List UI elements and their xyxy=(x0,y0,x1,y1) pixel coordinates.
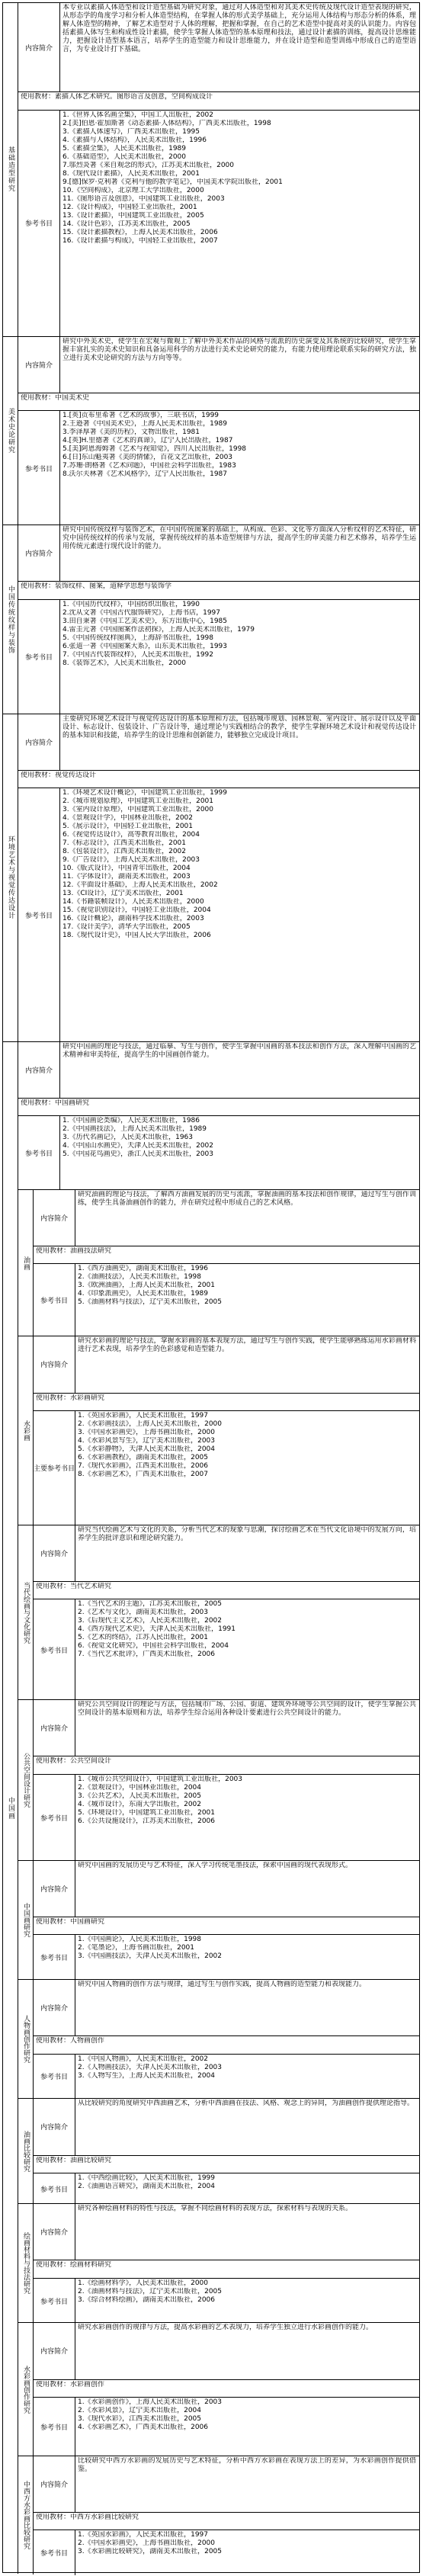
reference-item: 3.李泽厚著《美的历程》，文物出版社，1981 xyxy=(62,428,200,437)
reference-item: 1.《世界人体名画全集》，中国工人出版社，2002 xyxy=(62,111,213,119)
row-intro xyxy=(34,1190,419,1246)
reference-item: 6.[日]东山魁夷著《美的情愫》，百花文艺出版社，2003 xyxy=(62,454,233,462)
row-textbook xyxy=(18,393,419,410)
course-body xyxy=(18,525,419,714)
row-ref xyxy=(18,1115,419,1189)
reference-item: 10.《空间构成》，北京理工大学出版社，2000 xyxy=(62,186,204,194)
row-label: 内容简介 xyxy=(18,525,60,581)
course-body xyxy=(34,1861,419,1979)
reference-item: 5.[美]阿恩海姆著《艺术与视知觉》，四川人民出版社，1998 xyxy=(62,445,247,454)
row-main_ref xyxy=(34,1410,419,1525)
reference-item: 1.《中国历代纹样》，中国纺织出版社，1990 xyxy=(62,600,200,608)
course-block xyxy=(18,2456,419,2574)
intro-text: 研究中国画的发展历史与艺术特征，深入学习传统笔墨技法，探索中国画的现代表现形式。 xyxy=(78,1862,353,1870)
reference-item: 1.《英国水彩画》，人民美术出版社，1997 xyxy=(78,1411,208,1420)
row-textbook xyxy=(18,581,419,598)
course-block xyxy=(18,1336,419,1525)
row-ref xyxy=(34,2397,419,2456)
reference-item: 3.《中国水彩画史》，上海书画出版社，2000 xyxy=(78,1428,215,1436)
reference-item: 5.《水彩静物》，天津人民美术出版社，2004 xyxy=(78,1445,215,1453)
intro-text: 本专业以素描人体造型和设计造型基础为研究对象，通过对人体造型和对其美术史传统及现代设计造型表现的研究，从形态学的角度学习和分析人体造型结构，在掌握人体的形式美学基础上，充分运用人体结构与形态分析的体系，理解人体造型的精神，了解艺术造型对于人体的理解，把握和掌握，在自己的艺术造型中提高对美的认识能力。内容包括素描人体写生和构成性设计素描，使学生掌握人体造型的基本原理和技法，通过设计素描的训练，提高设计思维能力，把握设计造型基本语言，培养学生的造型能力和设计思维能力，并在设计造型和造型训练中形成自己的造型语言，为专业设计打下基础。 xyxy=(62,4,416,53)
row-label: 参考书目 xyxy=(18,111,60,336)
textbook-text: 使用教材：中国画研究 xyxy=(36,1918,105,1926)
row-textbook xyxy=(18,91,419,109)
row-ref xyxy=(18,788,419,1042)
reference-item: 8.《现代设计素描》，人民美术出版社，2001 xyxy=(62,169,200,178)
reference-item: 7.《标志设计》，江西美术出版社，2001 xyxy=(62,839,186,848)
row-ref xyxy=(34,1934,419,1980)
direction-block xyxy=(3,3,419,336)
reference-item: 16.《设计素描与构成》，中国轻工业出版社，2007 xyxy=(62,236,218,245)
row-intro xyxy=(34,2099,419,2154)
textbook-text: 使用教材：中国画研究 xyxy=(21,1099,90,1108)
reference-item: 1.《中国画论类编》，人民美术出版社，1986 xyxy=(62,1117,200,1125)
reference-item: 7.苏珊·朗格著《艺术问题》，中国社会科学出版社，1983 xyxy=(62,462,236,470)
reference-list xyxy=(62,111,416,336)
reference-item: 3.《后现代主义艺术》，人民美术出版社，2002 xyxy=(78,1617,222,1625)
reference-item: 7.邬烈炎著《来自观念的形式》，江苏美术出版社，2000 xyxy=(62,161,234,169)
reference-item: 6.《水彩画教程》，湖南美术出版社，2005 xyxy=(78,1453,208,1461)
reference-item: 4.《城市设计》，东南大学出版社，2002 xyxy=(78,1800,201,1808)
reference-item: 2.《水彩画技法》，上海人民美术出版社，2000 xyxy=(78,1420,222,1428)
row-textbook xyxy=(18,770,419,788)
direction-block xyxy=(3,336,419,525)
direction-body xyxy=(18,1042,419,2574)
reference-item: 3.《水彩画比较研究》，湖南美术出版社，2005 xyxy=(78,2548,222,2556)
reference-item: 5.《艺术的终结》，江苏人民出版社，2001 xyxy=(78,1634,208,1642)
reference-item: 2.《城市规划原理》，中国建筑工业出版社，2001 xyxy=(62,797,213,806)
reference-item: 8.沃尔夫林著《艺术风格学》，辽宁人民出版社，1987 xyxy=(62,470,227,479)
course-body xyxy=(18,3,419,336)
course-name: 油画 xyxy=(18,1190,34,1336)
course-name: 水彩画 xyxy=(18,1336,34,1525)
course-block xyxy=(18,1699,419,1860)
course-block xyxy=(18,1042,419,1189)
intro-text: 从比较研究的角度研究中西油画艺术，分析中西油画在技法、风格、观念上的异同，为油画创作提供理论指导。 xyxy=(78,2100,415,2108)
course-block xyxy=(18,3,419,336)
reference-item: 4.《印象派画史》，人民美术出版社，1989 xyxy=(78,1290,208,1298)
course-block xyxy=(18,2322,419,2455)
row-intro xyxy=(18,714,419,770)
intro-text: 研究各种绘画材料的特性与技法，掌握不同绘画材料的表现方法，探索材料与表现的关系。 xyxy=(78,2205,353,2213)
reference-item: 6.张道一著《中国图案大系》，山东美术出版社，1993 xyxy=(62,642,227,650)
reference-item: 1.《水彩画创作》，上海人民美术出版社，2003 xyxy=(78,2398,222,2406)
row-label: 参考书目 xyxy=(34,1599,75,1700)
reference-item: 7.《当代艺术批评》，广西美术出版社，2006 xyxy=(78,1651,215,1659)
row-textbook xyxy=(34,1246,419,1263)
textbook-text: 使用教材：视觉传达设计 xyxy=(21,771,97,779)
direction-body xyxy=(18,337,419,525)
reference-item: 3.《欧洲油画》，上海人民美术出版社，2001 xyxy=(78,1282,215,1290)
reference-item: 2.《笔墨论》，上海书画出版社，2001 xyxy=(78,1944,194,1952)
reference-item: 3.《历代名画记》，人民美术出版社，1963 xyxy=(62,1134,193,1142)
reference-item: 2.《中国水彩画史》，上海书画出版社，2000 xyxy=(78,2539,215,2548)
row-label: 参考书目 xyxy=(18,788,60,1042)
reference-item: 12.《设计构成》，中国轻工业出版社，2001 xyxy=(62,203,197,211)
course-body xyxy=(34,2099,419,2203)
reference-item: 3.《中国画技法》，天津人民美术出版社，2002 xyxy=(78,1952,222,1961)
row-label: 内容简介 xyxy=(34,2323,75,2379)
reference-item: 4.《素描与人体结构》，人民美术出版社，1996 xyxy=(62,136,207,144)
textbook-text: 使用教材：水彩画创作 xyxy=(36,2380,105,2388)
reference-item: 6.《视觉文化研究》，中国社会科学出版社，2004 xyxy=(78,1642,229,1651)
reference-item: 1.《当代艺术的主题》，江苏美术出版社，2005 xyxy=(78,1600,222,1609)
row-label: 参考书目 xyxy=(34,2398,75,2456)
reference-item: 8.《装饰艺术》，人民美术出版社，2000 xyxy=(62,659,186,667)
row-label: 内容简介 xyxy=(34,1190,75,1246)
course-name: 绘画材料与技法研究 xyxy=(18,2204,34,2322)
intro-text: 研究水彩画创作的规律与方法，提高水彩画的艺术表现力，培养学生独立进行水彩画创作的能力。 xyxy=(78,2324,373,2332)
course-block xyxy=(18,1979,419,2098)
reference-list xyxy=(62,1117,416,1189)
reference-item: 4.雷圭元著《中国图案作法初探》，上海人民美术出版社，1979 xyxy=(62,625,255,634)
row-label: 参考书目 xyxy=(34,2055,75,2100)
row-label: 内容简介 xyxy=(18,1042,60,1098)
intro-text: 研究中国传统纹样与装饰艺术，在中国传统图案的基础上，从构成、色彩、文化等方面深入分析纹样的艺术特征，研究中国传统纹样的传承与发展，掌握传统纹样的基本造型规律与方法，提高学生的审美能力和艺术修养，培养学生运用传统元素进行现代设计的能力。 xyxy=(62,526,416,551)
reference-item: 2.《油画语言研究》，湖南美术出版社，2004 xyxy=(78,2182,215,2190)
reference-list xyxy=(78,1600,416,1700)
reference-item: 5.《环境设计》，中国建筑工业出版社，2001 xyxy=(78,1808,215,1817)
reference-item: 9.《广告设计》，上海人民美术出版社，2003 xyxy=(62,856,200,865)
reference-item: 8.《包装设计》，江西美术出版社，2002 xyxy=(62,848,186,856)
reference-item: 5.《展示设计》，中国轻工业出版社，2001 xyxy=(62,823,193,831)
course-block xyxy=(18,714,419,1042)
row-textbook xyxy=(34,2379,419,2397)
row-textbook xyxy=(34,2155,419,2173)
reference-item: 8.《水彩画艺术》，广西美术出版社，2007 xyxy=(78,1470,208,1478)
row-intro xyxy=(34,2323,419,2379)
intro-text: 研究公共空间设计的理论与方法，包括城市广场、公园、街道、建筑外环境等公共空间的设计，使学生掌握公共空间设计的基本原则和方法，培养学生综合运用各种设计要素进行公共空间设计的能力。 xyxy=(78,1701,416,1718)
course-name: 人物画创作研究 xyxy=(18,1980,34,2098)
reference-item: 5.《油画材料与技法》，辽宁美术出版社，2005 xyxy=(78,1298,222,1307)
reference-item: 2.王逊著《中国美术史》，上海人民美术出版社，1989 xyxy=(62,420,227,428)
intro-text: 研究当代绘画艺术与文化的关系，分析当代艺术的现象与思潮，探讨绘画艺术在当代文化语境中的发展方向，培养学生的批评意识和理论研究能力。 xyxy=(78,1525,416,1542)
course-block xyxy=(18,337,419,526)
textbook-text: 使用教材：装饰纹样、图案，道释学思想与装饰学 xyxy=(21,582,172,591)
reference-item: 3.《素描人体速写》，广西美术出版社，1995 xyxy=(62,127,200,136)
row-intro xyxy=(34,1700,419,1756)
intro-text: 主要研究环境艺术设计与视觉传达设计的基本原理和方法，包括城市规划、园林景观、室内设计、展示设计以及平面设计、标志设计、包装设计、广告设计等，通过理论与实践相结合的教学，使学生掌握环境艺术设计和视觉传达设计的基本知识和技能，培养学生的设计思维和创新能力，能够独立完成设计项目。 xyxy=(62,714,416,739)
row-intro xyxy=(18,337,419,393)
textbook-text: 使用教材：中国美术史 xyxy=(21,393,90,402)
course-block xyxy=(18,525,419,714)
row-label: 主要参考书目 xyxy=(34,1411,75,1525)
direction-name: 环境艺术与视觉传达设计 xyxy=(3,714,18,1041)
course-name: 中国画研究 xyxy=(18,1861,34,1979)
textbook-text: 使用教材：油画技法研究 xyxy=(36,1246,112,1255)
reference-item: 4.《水彩风景写生》，辽宁美术出版社，2003 xyxy=(78,1436,215,1445)
reference-item: 2.[美]伯恩·霍加斯著《动态素描·人体结构》，广西美术出版社，1998 xyxy=(62,119,271,127)
reference-item: 13.《设计素描》，中国建筑工业出版社，2005 xyxy=(62,211,204,220)
course-body xyxy=(34,1525,419,1699)
row-label: 参考书目 xyxy=(34,1264,75,1336)
course-block xyxy=(18,1860,419,1979)
reference-item: 13.《CI设计》，辽宁美术出版社，2001 xyxy=(62,890,184,898)
row-label: 内容简介 xyxy=(18,3,60,91)
direction-name: 中国画 xyxy=(3,1042,18,2574)
row-label: 内容简介 xyxy=(34,1861,75,1917)
reference-item: 3.田自秉著《中国工艺美术史》，东方出版中心，1985 xyxy=(62,617,227,625)
direction-body xyxy=(18,525,419,714)
course-body xyxy=(18,337,419,526)
reference-item: 1.《绘画材料学》，人民美术出版社，2000 xyxy=(78,2279,208,2287)
row-label: 参考书目 xyxy=(18,600,60,714)
row-label: 内容简介 xyxy=(34,2204,75,2260)
reference-item: 11.《字体设计》，湖南美术出版社，2003 xyxy=(62,873,191,881)
course-body xyxy=(34,1700,419,1860)
course-body xyxy=(34,1980,419,2098)
row-label: 参考书目 xyxy=(34,2173,75,2205)
intro-text: 研究中国人物画的创作方法与规律，通过写生与创作实践，提高人物画的造型能力和表现能力。 xyxy=(78,1981,367,1989)
reference-item: 1.[英]贡布里希著《艺术的故事》，三联书店，1999 xyxy=(62,412,220,420)
reference-item: 5.《中国花鸟画史》，浙江人民美术出版社，2003 xyxy=(62,1150,213,1159)
reference-item: 4.[英]H.里德著《艺术的真谛》，辽宁人民出版社，1987 xyxy=(62,437,233,445)
reference-item: 1.《西方油画史》，湖南美术出版社，1996 xyxy=(78,1265,208,1273)
textbook-text: 使用教材：油画比较研究 xyxy=(36,2156,112,2164)
direction-body xyxy=(18,3,419,336)
reference-item: 1.《英国水彩画》，人民美术出版社，1997 xyxy=(78,2531,208,2539)
textbook-text: 使用教材：素描人体艺术研究。图形语言及创意，空间构成设计 xyxy=(21,93,213,101)
row-label: 内容简介 xyxy=(18,714,60,770)
reference-item: 5.《素描全集》，人民美术出版社，1989 xyxy=(62,144,186,152)
reference-item: 3.《室内设计原理》，中国建筑工业出版社，2000 xyxy=(62,806,213,814)
row-label: 参考书目 xyxy=(34,1935,75,1980)
course-body xyxy=(18,714,419,1042)
reference-list xyxy=(78,2398,416,2456)
row-textbook xyxy=(34,2260,419,2277)
row-intro xyxy=(34,1980,419,2035)
reference-item: 7.《现代水彩画》，江西美术出版社，2006 xyxy=(78,1461,208,1470)
direction-body xyxy=(18,714,419,1041)
reference-item: 10.《版式设计》，中国青年出版社，2004 xyxy=(62,865,191,873)
direction-block xyxy=(3,1041,419,2574)
reference-item: 16.《设计概论》，湖南科学技术出版社，2003 xyxy=(62,915,204,923)
row-textbook xyxy=(34,1917,419,1934)
row-ref xyxy=(34,2173,419,2205)
direction-name: 基础造型研究 xyxy=(3,3,18,336)
reference-item: 4.《水彩画艺术》，广西美术出版社，2006 xyxy=(78,2423,208,2431)
textbook-text: 使用教材：中西方水彩画比较研究 xyxy=(36,2513,139,2521)
row-ref xyxy=(34,1599,419,1700)
row-intro xyxy=(34,2204,419,2260)
reference-item: 2.《艺术与文化》，湖南美术出版社，2003 xyxy=(78,1609,208,1617)
course-name: 当代绘画与文化研究 xyxy=(18,1525,34,1699)
row-textbook xyxy=(18,1098,419,1115)
row-label: 内容简介 xyxy=(18,337,60,393)
course-block xyxy=(18,1189,419,1336)
course-body xyxy=(34,2323,419,2455)
row-label: 参考书目 xyxy=(18,411,60,525)
reference-item: 15.《视觉识别设计》，中国轻工业出版社，2004 xyxy=(62,906,211,915)
course-name: 中西方水彩画比较研究 xyxy=(18,2456,34,2574)
reference-item: 2.沈从文著《中国古代服饰研究》，上海书店，1997 xyxy=(62,608,220,617)
reference-item: 12.《平面设计基础》，上海人民美术出版社，2002 xyxy=(62,881,218,890)
row-label: 参考书目 xyxy=(34,1775,75,1862)
reference-item: 1.《中国人物画》，人民美术出版社，2002 xyxy=(78,2055,208,2063)
reference-item: 11.《图形语言及创意》，中国建筑工业出版社，2003 xyxy=(62,194,225,203)
direction-block xyxy=(3,714,419,1041)
reference-item: 3.《综合材料绘画》，湖南美术出版社，2006 xyxy=(78,2295,215,2304)
direction-name: 美术史论研究 xyxy=(3,337,18,525)
row-intro xyxy=(34,1861,419,1917)
reference-list xyxy=(78,2174,416,2205)
row-intro xyxy=(34,1525,419,1581)
intro-text: 研究油画的理论与技法，了解西方油画发展的历史与流派，掌握油画的基本技法和创作规律，通过写生与创作训练，使学生具备油画创作的能力，并在研究过程中形成自己的艺术风格。 xyxy=(78,1190,416,1207)
reference-item: 9.[德]保罗·克利著《克利与他的教学笔记》，中国美术学院出版社，2001 xyxy=(62,178,283,186)
reference-item: 3.《现代水彩》，江西美术出版社，2005 xyxy=(78,2414,201,2423)
reference-item: 3.《人物写生》，上海人民美术出版社，2004 xyxy=(78,2071,215,2080)
row-label: 内容简介 xyxy=(34,1700,75,1756)
row-intro xyxy=(18,1042,419,1098)
reference-item: 5.《中国传统纹样图典》，上海辞书出版社，1998 xyxy=(62,634,213,642)
course-body xyxy=(34,1336,419,1525)
reference-item: 2.《中国画技法》，上海人民美术出版社，1989 xyxy=(62,1125,207,1134)
textbook-text: 使用教材：人物画创作 xyxy=(36,2037,105,2045)
row-ref xyxy=(18,599,419,714)
course-name: 水彩画创作研究 xyxy=(18,2323,34,2455)
row-textbook xyxy=(34,2035,419,2053)
row-label: 内容简介 xyxy=(34,1980,75,2035)
reference-item: 6.《视觉传达设计》，高等教育出版社，2004 xyxy=(62,831,200,839)
reference-item: 4.《中国山水画史》，天津人民美术出版社，2002 xyxy=(62,1142,213,1150)
reference-item: 2.《水彩风景》，辽宁美术出版社，2004 xyxy=(78,2406,201,2414)
row-label: 参考书目 xyxy=(34,2279,75,2324)
row-ref xyxy=(34,2054,419,2100)
intro-text: 研究中国画的理论与技法，通过临摹、写生与创作，使学生掌握中国画的基本技法和创作方法，深入理解中国画的艺术精神和审美特征，提高学生的中国画创作能力。 xyxy=(62,1043,416,1060)
reference-item: 14.《书籍装帧设计》，人民美术出版社，2000 xyxy=(62,898,204,906)
course-block xyxy=(18,2098,419,2203)
reference-item: 18.《现代设计史》，中国人民大学出版社，2006 xyxy=(62,932,211,940)
reference-item: 4.《景观设计学》，中国林业出版社，2002 xyxy=(62,814,193,823)
row-ref xyxy=(18,410,419,525)
reference-item: 17.《设计美学》，清华大学出版社，2005 xyxy=(62,923,191,932)
row-label: 内容简介 xyxy=(34,2099,75,2154)
reference-list xyxy=(78,1776,416,1862)
reference-item: 4.《西方现代艺术史》，天津人民美术出版社，1991 xyxy=(78,1625,236,1634)
course-name: 油画比较研究 xyxy=(18,2099,34,2203)
textbook-text: 使用教材：绘画材料研究 xyxy=(36,2261,112,2270)
reference-list xyxy=(78,2531,416,2575)
course-name: 公共空间设计研究 xyxy=(18,1700,34,1860)
document-table xyxy=(2,2,420,2573)
course-block xyxy=(18,2203,419,2322)
row-label: 参考书目 xyxy=(34,2530,75,2575)
row-ref xyxy=(34,1263,419,1336)
row-intro xyxy=(18,525,419,581)
reference-item: 2.《油画技法》，人民美术出版社，1998 xyxy=(78,1273,201,1282)
row-label: 内容简介 xyxy=(34,2456,75,2512)
row-label: 参考书目 xyxy=(18,1116,60,1189)
direction-name: 中国传统纹样与装饰 xyxy=(3,525,18,714)
intro-text: 研究中外美术史，使学生在宏观与微观上了解中外美术作品的风格与流派的历史演变及其系统的比较研究，使学生掌握丰富扎实的美术史知识和具备运用科学的方法进行美术史论研究的能力，有能力使用理论联系实际的研究方法，独立进行美术史论研究的方法与方向等等。 xyxy=(62,337,416,362)
reference-list xyxy=(62,412,416,525)
textbook-text: 使用教材：水彩画研究 xyxy=(36,1394,105,1402)
row-intro xyxy=(18,3,419,91)
row-textbook xyxy=(34,1581,419,1599)
reference-item: 1.《中西绘画比较》，人民美术出版社，1999 xyxy=(78,2173,215,2182)
course-body xyxy=(34,2204,419,2322)
reference-item: 2.《人物画技法》，天津人民美术出版社，2003 xyxy=(78,2063,222,2071)
reference-item: 1.《中国画论》，人民美术出版社，1998 xyxy=(78,1936,201,1944)
row-textbook xyxy=(34,1756,419,1773)
row-ref xyxy=(34,1774,419,1862)
row-ref xyxy=(34,2278,419,2324)
reference-list xyxy=(62,789,416,1042)
reference-list xyxy=(62,601,416,714)
course-block xyxy=(18,1525,419,1699)
textbook-text: 使用教材：当代艺术研究 xyxy=(36,1583,112,1591)
row-intro xyxy=(34,2456,419,2512)
course-body xyxy=(34,1190,419,1336)
intro-text: 研究水彩画的理论与技法，掌握水彩画的基本表现方法，通过写生与创作实践，使学生能够熟练运用水彩画材料进行艺术表现，培养学生的色彩感觉和造型能力。 xyxy=(78,1337,416,1354)
reference-item: 14.《设计色彩》，江苏美术出版社，2005 xyxy=(62,220,191,228)
reference-item: 3.《公共艺术》，人民美术出版社，2005 xyxy=(78,1792,201,1800)
reference-item: 1.《环境艺术设计概论》，中国建筑工业出版社，1999 xyxy=(62,789,227,797)
row-textbook xyxy=(34,1393,419,1410)
row-ref xyxy=(34,2529,419,2575)
row-label: 内容简介 xyxy=(34,1336,75,1392)
reference-list xyxy=(78,1412,416,1525)
reference-item: 7.《中国古代装饰纹样》，人民美术出版社，1992 xyxy=(62,650,213,659)
direction-block xyxy=(3,525,419,714)
reference-list xyxy=(78,1265,416,1336)
reference-list xyxy=(78,2055,416,2100)
reference-item: 6.《公共设施设计》，江苏美术出版社，2006 xyxy=(78,1817,215,1825)
course-body xyxy=(34,2456,419,2574)
reference-item: 1.《城市公共空间设计》，中国建筑工业出版社，2003 xyxy=(78,1775,242,1783)
reference-list xyxy=(78,1936,416,1980)
row-intro xyxy=(34,1336,419,1392)
row-label: 内容简介 xyxy=(34,1525,75,1581)
row-ref xyxy=(18,110,419,336)
textbook-text: 使用教材：公共空间设计 xyxy=(36,1757,112,1766)
course-body xyxy=(18,1042,419,1189)
row-textbook xyxy=(34,2512,419,2529)
reference-item: 6.《基础造型》，人民美术出版社，2000 xyxy=(62,152,186,161)
reference-item: 15.《设计素描教程》，上海人民美术出版社，2006 xyxy=(62,228,218,236)
reference-item: 2.《油画材料与技法》，辽宁美术出版社，2005 xyxy=(78,2287,222,2295)
reference-item: 2.《景观设计》，中国林业出版社，2004 xyxy=(78,1783,201,1792)
reference-list xyxy=(78,2279,416,2324)
intro-text: 比较研究中西方水彩画的发展历史与艺术特征，分析中西方水彩画在表现方法上的差异，为水彩画创作提供借鉴。 xyxy=(78,2456,416,2473)
